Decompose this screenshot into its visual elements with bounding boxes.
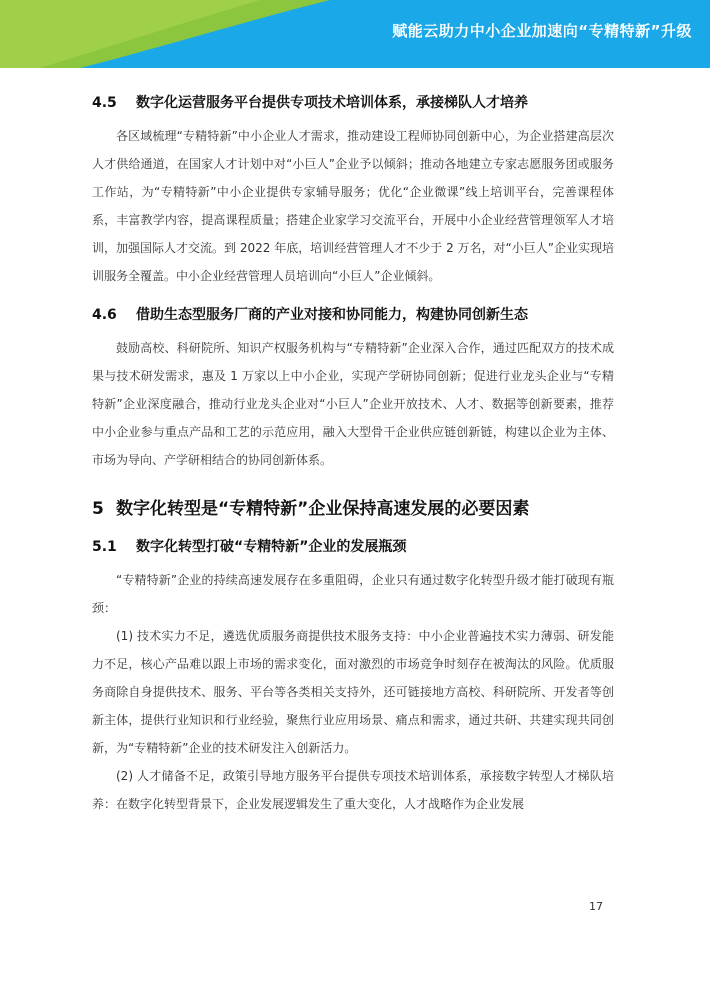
section-4-5-paragraph: 各区域梳理“专精特新”中小企业人才需求，推动建设工程师协同创新中心，为企业搭建高层次人才供给通道，在国家人才计划中对“小巨人”企业予以倾斜；推动各地建立专家志愿服务团或服务工作站，为“专精特新”中小企业提供专家辅导服务；优化“企业微课”线上培训平台，完善课程体系，丰富教学内容，提高课程质量；搭建企业家学习交流平台，开展中小企业经营管理领军人才培训，加强国际人才交流。到 2022 年底，培训经营管理人才不少于 2 万名，对“小巨人”企业实现培训服务全覆盖。中小企业经营管理人员培训向“小巨人”企业倾斜。 xyxy=(92,129,614,283)
header-title: 赋能云助力中小企业加速向“专精特新”升级 xyxy=(392,22,692,40)
section-title: 数字化转型打破“专精特新”企业的发展瓶颈 xyxy=(136,539,407,555)
section-title: 数字化运营服务平台提供专项技术培训体系，承接梯队人才培养 xyxy=(136,95,528,111)
section-number: 4.6 xyxy=(92,307,117,323)
section-4-6-paragraph: 鼓励高校、科研院所、知识产权服务机构与“专精特新”企业深入合作，通过匹配双方的技术成果与技术研发需求，惠及 1 万家以上中小企业，实现产学研协同创新；促进行业龙头企业与“专精特新”企业深度融合，推动行业龙头企业对“小巨人”企业开放技术、人才、数据等创新要素，推荐中小企业参与重点产品和工艺的示范应用，融入大型骨干企业供应链创新链，构建以企业为主体、市场为导向、产学研相结合的协同创新体系。 xyxy=(92,341,614,467)
section-4-5-heading xyxy=(92,92,614,114)
section-4-6-heading xyxy=(92,304,614,326)
section-5-heading xyxy=(92,496,614,522)
section-title: 借助生态型服务厂商的产业对接和协同能力，构建协同创新生态 xyxy=(136,307,528,323)
section-title: 数字化转型是“专精特新”企业保持高速发展的必要因素 xyxy=(116,499,530,519)
section-number: 5 xyxy=(92,499,104,519)
section-5-1-intro: “专精特新”企业的持续高速发展存在多重阻碍，企业只有通过数字化转型升级才能打破现有瓶颈： xyxy=(92,573,614,615)
section-5-1-item-2: (2) 人才储备不足，政策引导地方服务平台提供专项技术培训体系，承接数字转型人才梯队培养：在数字化转型背景下，企业发展逻辑发生了重大变化，人才战略作为企业发展 xyxy=(92,769,614,811)
section-5-1-heading xyxy=(92,536,614,558)
section-5-1-item-1: (1) 技术实力不足，遴选优质服务商提供技术服务支持：中小企业普遍技术实力薄弱、研发能力不足，核心产品难以跟上市场的需求变化，面对激烈的市场竞争时刻存在被淘汰的风险。优质服务商除自身提供技术、服务、平台等各类相关支持外，还可链接地方高校、科研院所、开发者等创新主体，提供行业知识和行业经验，聚焦行业应用场景、痛点和需求，通过共研、共建实现共同创新，为“专精特新”企业的技术研发注入创新活力。 xyxy=(92,629,614,755)
document-body xyxy=(92,92,614,818)
page-header xyxy=(0,0,710,68)
section-number: 4.5 xyxy=(92,95,117,111)
page-number: 17 xyxy=(589,900,603,913)
section-number: 5.1 xyxy=(92,539,117,555)
